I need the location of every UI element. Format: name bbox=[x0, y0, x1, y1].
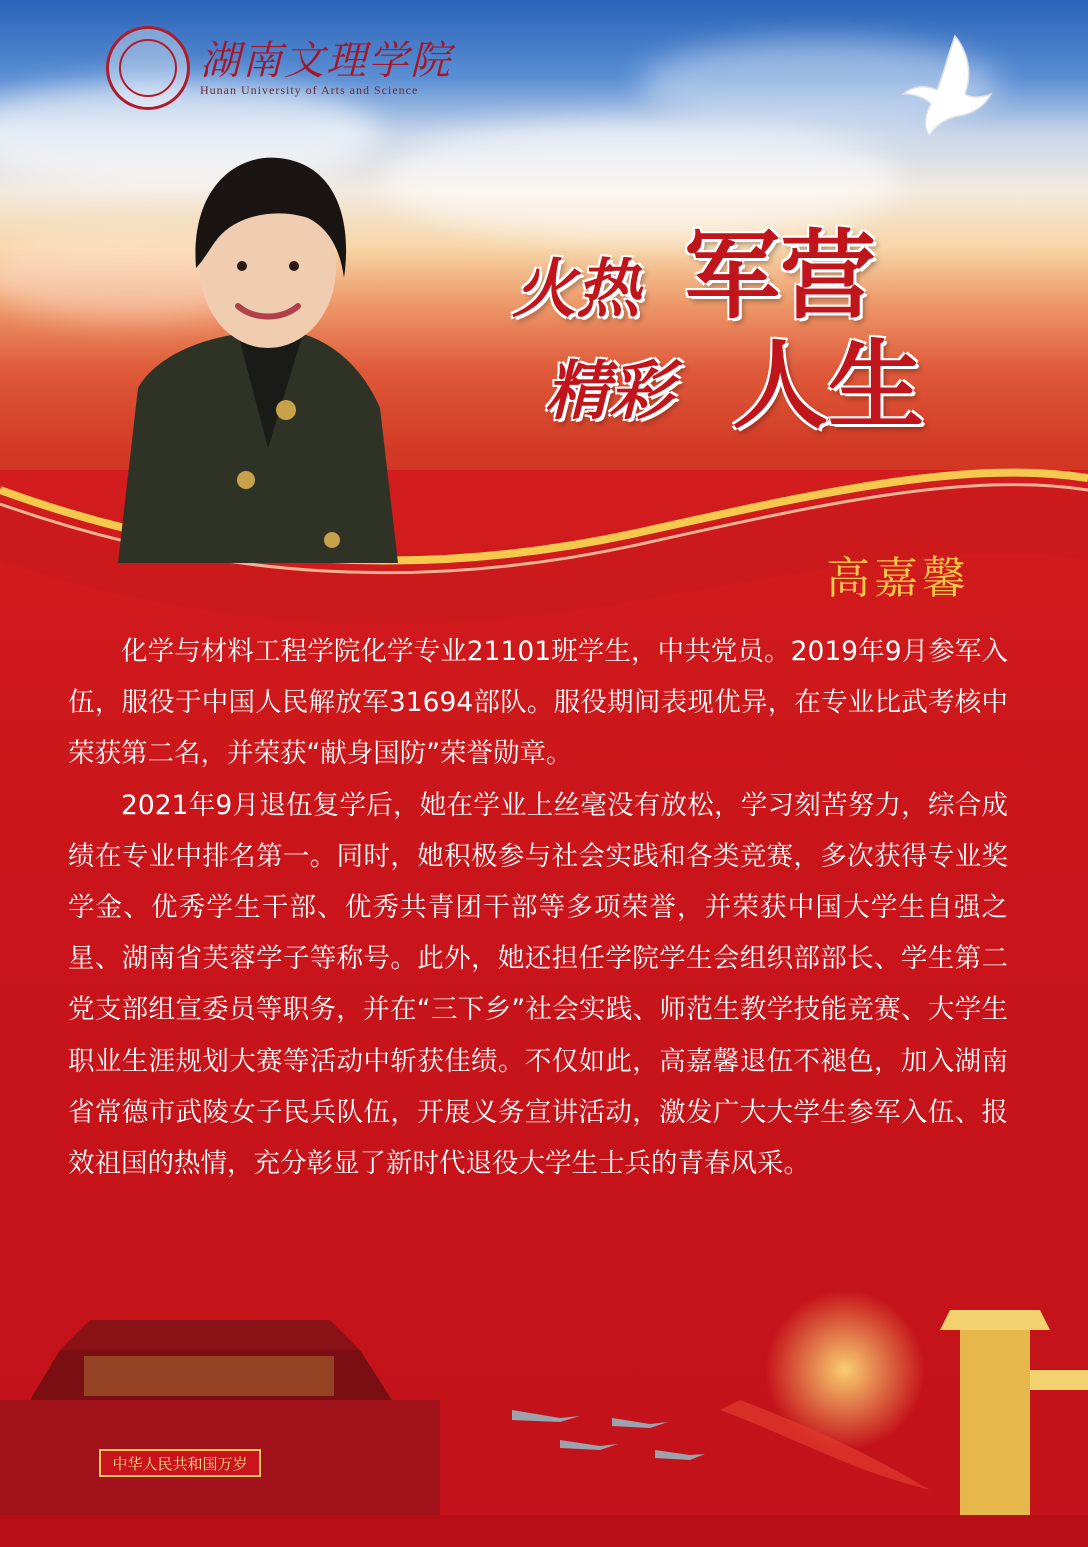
university-seal-icon bbox=[106, 26, 190, 110]
title-line2-large: 人生 bbox=[732, 329, 924, 442]
university-name-cn: 湖南文理学院 bbox=[200, 37, 452, 84]
bottom-decoration bbox=[0, 1290, 1088, 1547]
portrait-photo bbox=[118, 148, 418, 563]
fighter-jet-icon bbox=[512, 1410, 705, 1460]
dove-icon bbox=[885, 28, 995, 148]
biography bbox=[68, 626, 1008, 1189]
bio-paragraph: 2021年9月退伍复学后，她在学业上丝毫没有放松，学习刻苦努力，综合成绩在专业中排名第一。同时，她积极参与社会实践和各类竞赛，多次获得专业奖学金、优秀学生干部、优秀共青团干部等多项荣誉，并荣获中国大学生自强之星、湖南省芙蓉学子等称号。此外，她还担任学院学生会组织部部长、学生第二党支部组宣委员等职务，并在“三下乡”社会实践、师范生教学技能竞赛、大学生职业生涯规划大赛等活动中斩获佳绩。不仅如此，高嘉馨退伍不褪色，加入湖南省常德市武陵女子民兵队伍，开展义务宣讲活动，激发广大大学生参军入伍、报效祖国的热情，充分彰显了新时代退役大学生士兵的青春风采。 bbox=[68, 789, 1008, 1180]
gate-banner: 中华人民共和国万岁 bbox=[112, 1455, 248, 1473]
title-line2-small: 精彩 bbox=[545, 354, 673, 429]
person-name: 高嘉馨 bbox=[826, 553, 970, 604]
university-logo bbox=[106, 26, 452, 110]
tiananmen-gate-icon bbox=[0, 1320, 440, 1547]
huabiao-pillar-icon bbox=[940, 1310, 1088, 1547]
title-line1-small: 火热 bbox=[512, 252, 640, 327]
title-line1-large: 军营 bbox=[684, 219, 876, 332]
bio-paragraph: 化学与材料工程学院化学专业21101班学生，中共党员。2019年9月参军入伍，服役于中国人民解放军31694部队。服役期间表现优异，在专业比武考核中荣获第二名，并荣获“献身国防”荣誉勋章。 bbox=[68, 636, 1008, 770]
university-name-en: Hunan University of Arts and Science bbox=[200, 82, 419, 97]
